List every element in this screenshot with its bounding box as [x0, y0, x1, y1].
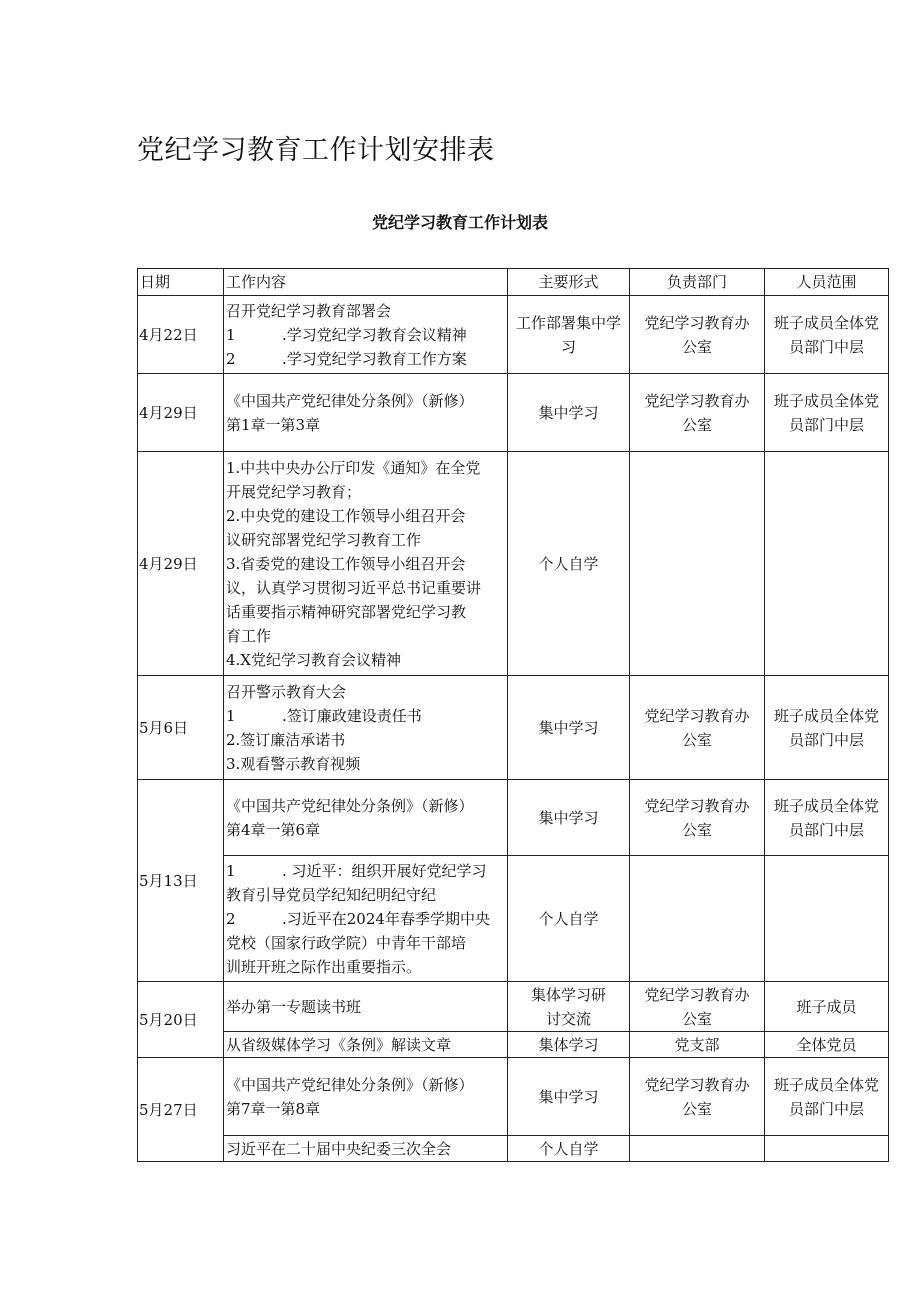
- item-text: . 习近平：组织开展好党纪学习: [282, 861, 487, 880]
- scope-line: 员部门中层: [788, 415, 864, 434]
- form-cell: [508, 296, 630, 374]
- table-header-row: [138, 269, 889, 296]
- form-cell: [508, 374, 630, 452]
- form-cell: [508, 1058, 630, 1136]
- table-row: [138, 982, 889, 1032]
- scope-line: 班子成员全体党: [773, 313, 879, 332]
- content-line: [226, 1137, 505, 1161]
- scope-cell: [765, 374, 889, 452]
- item-text: .学习党纪学习教育会议精神: [282, 325, 467, 344]
- table-row: [138, 676, 889, 780]
- item-text: 开展党纪学习教育；: [226, 482, 362, 501]
- dept-cell: [630, 452, 765, 676]
- dept-line: 公室: [681, 337, 712, 356]
- scope-line: 班子成员全体党: [773, 796, 879, 815]
- item-number: 1: [226, 325, 236, 344]
- table-row: [138, 780, 889, 856]
- content-line: [226, 624, 505, 648]
- item-text: 话重要指示精神研究部署党纪学习教: [226, 602, 467, 621]
- dept-cell: [630, 982, 765, 1032]
- content-line: [226, 504, 505, 528]
- form-line: 个人自学: [538, 909, 599, 928]
- content-line: [226, 552, 505, 576]
- dept-line: 党纪学习教育办: [644, 796, 750, 815]
- form-cell: [508, 856, 630, 982]
- scope-line: 班子成员全体党: [773, 706, 879, 725]
- dept-cell: [630, 1032, 765, 1058]
- content-line: [226, 752, 505, 776]
- header-scope: 人员范围: [765, 269, 889, 296]
- date-cell: 4月29日: [138, 374, 224, 452]
- item-text: 党校（国家行政学院）中青年干部培: [226, 933, 467, 952]
- date-cell: 4月29日: [138, 452, 224, 676]
- document-title: 党纪学习教育工作计划安排表: [137, 135, 495, 166]
- dept-cell: [630, 374, 765, 452]
- item-text: 1.中共中央办公厅印发《通知》在全党: [226, 458, 481, 477]
- header-form: 主要形式: [508, 269, 630, 296]
- item-text: .习近平在2024年春季学期中央: [282, 909, 490, 928]
- content-line: [226, 704, 505, 728]
- table-row: [138, 452, 889, 676]
- dept-cell: [630, 856, 765, 982]
- form-line: 集中学习: [538, 808, 599, 827]
- content-line: [226, 648, 505, 672]
- form-line: 工作部署集中学: [515, 313, 621, 332]
- item-text: 议，认真学习贯彻习近平总书记重要讲: [226, 578, 482, 597]
- scope-cell: [765, 1058, 889, 1136]
- content-cell: [224, 676, 508, 780]
- date-cell: 4月22日: [138, 296, 224, 374]
- content-cell: [224, 374, 508, 452]
- scope-cell: [765, 676, 889, 780]
- content-cell: [224, 1032, 508, 1058]
- scope-line: 员部门中层: [788, 730, 864, 749]
- form-cell: [508, 1032, 630, 1058]
- header-content: 工作内容: [224, 269, 508, 296]
- content-cell: [224, 452, 508, 676]
- table-title: 党纪学习教育工作计划表: [371, 213, 548, 232]
- content-line: [226, 456, 505, 480]
- table-row: [138, 856, 889, 982]
- item-text: 2.签订廉洁承诺书: [226, 730, 346, 749]
- table-row: [138, 1058, 889, 1136]
- form-line: 习: [560, 337, 576, 356]
- form-line: 讨交流: [545, 1009, 591, 1028]
- form-cell: [508, 676, 630, 780]
- scope-line: 全体党员: [796, 1035, 857, 1054]
- scope-cell: [765, 780, 889, 856]
- content-line: [226, 323, 505, 347]
- item-text: 育工作: [226, 626, 272, 645]
- scope-cell: [765, 1136, 889, 1162]
- form-cell: [508, 982, 630, 1032]
- dept-line: 公室: [681, 820, 712, 839]
- form-line: 集体学习: [538, 1035, 599, 1054]
- content-cell: [224, 780, 508, 856]
- content-line: [226, 480, 505, 504]
- item-text: 《中国共产党纪律处分条例》（新修）: [226, 391, 474, 410]
- content-cell: [224, 1136, 508, 1162]
- content-line: [226, 728, 505, 752]
- item-text: 第7章一第8章: [226, 1099, 321, 1118]
- table-row: [138, 296, 889, 374]
- date-cell: 5月27日: [138, 1058, 224, 1162]
- dept-cell: [630, 296, 765, 374]
- dept-line: 党纪学习教育办: [644, 391, 750, 410]
- item-number: 1: [226, 861, 236, 880]
- dept-line: 公室: [681, 415, 712, 434]
- date-cell: 5月6日: [138, 676, 224, 780]
- content-line: [226, 995, 505, 1019]
- item-text: 《中国共产党纪律处分条例》（新修）: [226, 1075, 474, 1094]
- content-cell: [224, 1058, 508, 1136]
- content-cell: [224, 856, 508, 982]
- content-cell: [224, 296, 508, 374]
- form-line: 集中学习: [538, 403, 599, 422]
- item-text: 召开党纪学习教育部署会: [226, 301, 392, 320]
- table-row: [138, 374, 889, 452]
- table-row: [138, 1032, 889, 1058]
- dept-line: 公室: [681, 1009, 712, 1028]
- content-line: [226, 1033, 505, 1057]
- date-cell: 5月20日: [138, 982, 224, 1058]
- plan-table: [137, 268, 889, 1162]
- content-line: [226, 818, 505, 842]
- item-text: 召开警示教育大会: [226, 682, 347, 701]
- scope-line: 班子成员全体党: [773, 391, 879, 410]
- scope-cell: [765, 982, 889, 1032]
- dept-line: 公室: [681, 1099, 712, 1118]
- content-line: [226, 600, 505, 624]
- dept-cell: [630, 1058, 765, 1136]
- item-text: 《中国共产党纪律处分条例》（新修）: [226, 796, 474, 815]
- item-text: .签订廉政建设责任书: [282, 706, 422, 725]
- dept-line: 党支部: [674, 1035, 720, 1054]
- dept-line: 党纪学习教育办: [644, 313, 750, 332]
- dept-cell: [630, 780, 765, 856]
- form-line: 集中学习: [538, 1087, 599, 1106]
- content-line: [226, 1073, 505, 1097]
- form-cell: [508, 452, 630, 676]
- item-text: 第1章一第3章: [226, 415, 321, 434]
- content-line: [226, 907, 505, 931]
- content-line: [226, 931, 505, 955]
- content-line: [226, 576, 505, 600]
- form-line: 个人自学: [538, 554, 599, 573]
- content-line: [226, 347, 505, 371]
- item-text: .学习党纪学习教育工作方案: [282, 349, 467, 368]
- item-text: 第4章一第6章: [226, 820, 321, 839]
- scope-cell: [765, 856, 889, 982]
- content-cell: [224, 982, 508, 1032]
- item-text: 议研究部署党纪学习教育工作: [226, 530, 422, 549]
- scope-line: 员部门中层: [788, 337, 864, 356]
- form-line: 个人自学: [538, 1139, 599, 1158]
- content-line: [226, 389, 505, 413]
- item-number: 2: [226, 349, 236, 368]
- header-date: 日期: [138, 269, 224, 296]
- content-line: [226, 794, 505, 818]
- item-text: 4.X党纪学习教育会议精神: [226, 650, 401, 669]
- scope-line: 员部门中层: [788, 1099, 864, 1118]
- dept-cell: [630, 1136, 765, 1162]
- scope-line: 员部门中层: [788, 820, 864, 839]
- content-line: [226, 413, 505, 437]
- content-line: [226, 955, 505, 979]
- scope-line: 班子成员全体党: [773, 1075, 879, 1094]
- item-text: 训班开班之际作出重要指示。: [226, 957, 422, 976]
- scope-cell: [765, 1032, 889, 1058]
- scope-cell: [765, 452, 889, 676]
- dept-line: 党纪学习教育办: [644, 706, 750, 725]
- dept-cell: [630, 676, 765, 780]
- form-cell: [508, 1136, 630, 1162]
- content-line: [226, 859, 505, 883]
- form-cell: [508, 780, 630, 856]
- item-text: 教育引导党员学纪知纪明纪守纪: [226, 885, 437, 904]
- header-dept: 负责部门: [630, 269, 765, 296]
- scope-cell: [765, 296, 889, 374]
- item-text: 3.观看警示教育视频: [226, 754, 361, 773]
- item-text: 举办第一专题读书班: [226, 997, 362, 1016]
- item-text: 从省级媒体学习《条例》解读文章: [226, 1035, 452, 1054]
- content-line: [226, 528, 505, 552]
- form-line: 集中学习: [538, 718, 599, 737]
- dept-line: 党纪学习教育办: [644, 985, 750, 1004]
- scope-line: 班子成员: [796, 997, 857, 1016]
- content-line: [226, 883, 505, 907]
- table-row: [138, 1136, 889, 1162]
- form-line: 集体学习研: [530, 985, 606, 1004]
- content-line: [226, 299, 505, 323]
- item-text: 习近平在二十届中央纪委三次全会: [226, 1139, 452, 1158]
- content-line: [226, 680, 505, 704]
- item-text: 2.中央党的建设工作领导小组召开会: [226, 506, 466, 525]
- dept-line: 党纪学习教育办: [644, 1075, 750, 1094]
- date-cell: 5月13日: [138, 780, 224, 982]
- dept-line: 公室: [681, 730, 712, 749]
- item-number: 1: [226, 706, 236, 725]
- item-text: 3.省委党的建设工作领导小组召开会: [226, 554, 466, 573]
- content-line: [226, 1097, 505, 1121]
- item-number: 2: [226, 909, 236, 928]
